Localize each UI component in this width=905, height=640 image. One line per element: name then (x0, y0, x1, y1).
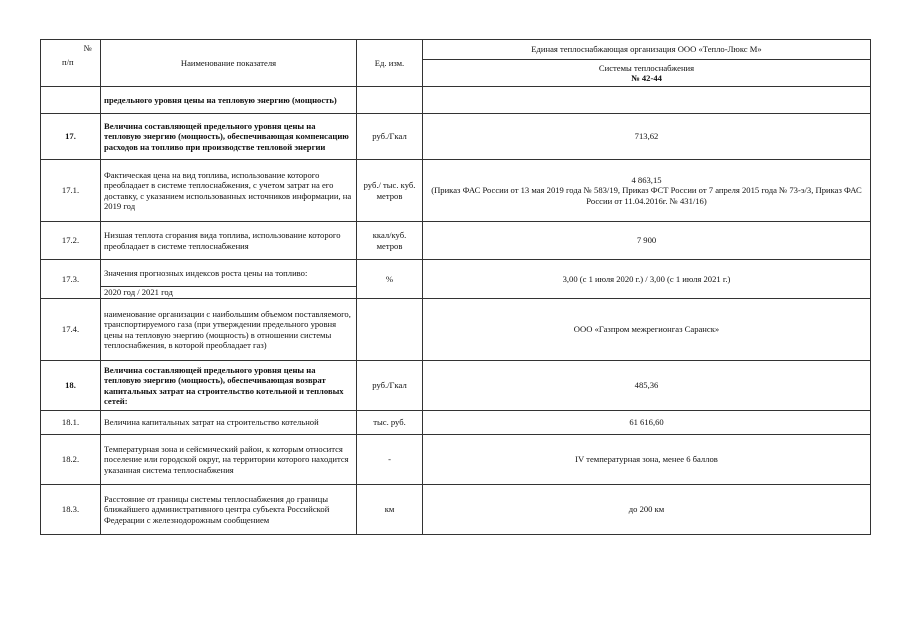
row-17-2-num: 17.2. (41, 222, 101, 260)
row-18-2-unit: - (357, 435, 423, 485)
row-17-4-name: наименование организации с наибольшим объемом поставляемого, транспортируемого газа (при утверждении предельного уровня цены на тепловую энергию (мощность) в отношении системы теплоснабжения, в которой преобладает газ) (101, 299, 357, 361)
table-row (41, 114, 871, 160)
tariff-table (40, 39, 871, 535)
table-row (41, 160, 871, 222)
row-17-4-value: ООО «Газпром межрегионгаз Саранск» (423, 299, 871, 361)
row-17-3-unit: % (357, 260, 423, 299)
row-18-2-num: 18.2. (41, 435, 101, 485)
header-systems (423, 60, 871, 87)
header-unit: Ед. изм. (357, 40, 423, 87)
row-17-2-unit: ккал/куб. метров (357, 222, 423, 260)
header-number-sign: № (83, 43, 92, 53)
row-17-4-unit (357, 299, 423, 361)
table-row (41, 222, 871, 260)
row-17-1-value (423, 160, 871, 222)
row-cont-num (41, 87, 101, 114)
header-number (41, 40, 101, 87)
header-row-1 (41, 40, 871, 60)
row-cont-name: предельного уровня цены на тепловую энергию (мощность) (101, 87, 357, 114)
row-18-value: 485,36 (423, 361, 871, 411)
row-17-unit: руб./Гкал (357, 114, 423, 160)
table-row (41, 299, 871, 361)
header-number-pp: п/п (62, 57, 74, 67)
row-18-1-num: 18.1. (41, 411, 101, 435)
table-row (41, 435, 871, 485)
header-systems-number: № 42-44 (631, 73, 662, 83)
header-organization: Единая теплоснабжающая организация ООО «Тепло-Люкс М» (423, 40, 871, 60)
row-17-1-num: 17.1. (41, 160, 101, 222)
row-17-2-value: 7 900 (423, 222, 871, 260)
header-systems-label: Системы теплоснабжения (598, 62, 695, 73)
row-18-1-unit: тыс. руб. (357, 411, 423, 435)
table-row (41, 361, 871, 411)
row-17-1-sources: (Приказ ФАС России от 13 мая 2019 года № 583/19, Приказ ФСТ России от 7 апреля 2015 года № 73-э/3, Приказ ФАС России от 11.04.2016г. № 431/16) (431, 185, 862, 206)
header-indicator-name: Наименование показателя (101, 40, 357, 87)
row-17-3-num: 17.3. (41, 260, 101, 299)
row-17-name: Величина составляющей предельного уровня цены на тепловую энергию (мощность), обеспечивающая компенсацию расходов на топливо при производстве тепловой энергии (101, 114, 357, 160)
row-17-1-price: 4 863,15 (631, 175, 662, 186)
table-row (41, 411, 871, 435)
row-18-1-value: 61 616,60 (423, 411, 871, 435)
row-17-num: 17. (41, 114, 101, 160)
table-row (41, 260, 871, 287)
row-17-2-name: Низшая теплота сгорания вида топлива, использование которого преобладает в системе теплоснабжения (101, 222, 357, 260)
row-17-1-name: Фактическая цена на вид топлива, использование которого преобладает в системе теплоснабжения, с учетом затрат на его доставку, с указанием использованных источников информации, на 2019 год (101, 160, 357, 222)
table-row (41, 87, 871, 114)
row-18-1-name: Величина капитальных затрат на строительство котельной (101, 411, 357, 435)
row-18-3-value: до 200 км (423, 485, 871, 535)
row-18-3-unit: км (357, 485, 423, 535)
row-18-3-num: 18.3. (41, 485, 101, 535)
row-18-2-value: IV температурная зона, менее 6 баллов (423, 435, 871, 485)
row-17-1-unit: руб./ тыс. куб. метров (357, 160, 423, 222)
row-cont-unit (357, 87, 423, 114)
row-17-value: 713,62 (423, 114, 871, 160)
row-18-name: Величина составляющей предельного уровня цены на тепловую энергию (мощность), обеспечивающая возврат капитальных затрат на строительство котельной и тепловых сетей: (101, 361, 357, 411)
row-18-num: 18. (41, 361, 101, 411)
row-17-3-name: Значения прогнозных индексов роста цены на топливо: (101, 260, 357, 287)
table-row (41, 485, 871, 535)
row-17-3-years: 2020 год / 2021 год (101, 287, 357, 299)
row-cont-value (423, 87, 871, 114)
row-18-2-name: Температурная зона и сейсмический район, к которым относится поселение или городской округ, на территории которого находится указанная система теплоснабжения (101, 435, 357, 485)
row-18-unit: руб./Гкал (357, 361, 423, 411)
row-17-3-value: 3,00 (с 1 июля 2020 г.) / 3,00 (с 1 июля 2021 г.) (423, 260, 871, 299)
row-18-3-name: Расстояние от границы системы теплоснабжения до границы ближайшего административного центра субъекта Российской Федерации с железнодорожным сообщением (101, 485, 357, 535)
row-17-4-num: 17.4. (41, 299, 101, 361)
